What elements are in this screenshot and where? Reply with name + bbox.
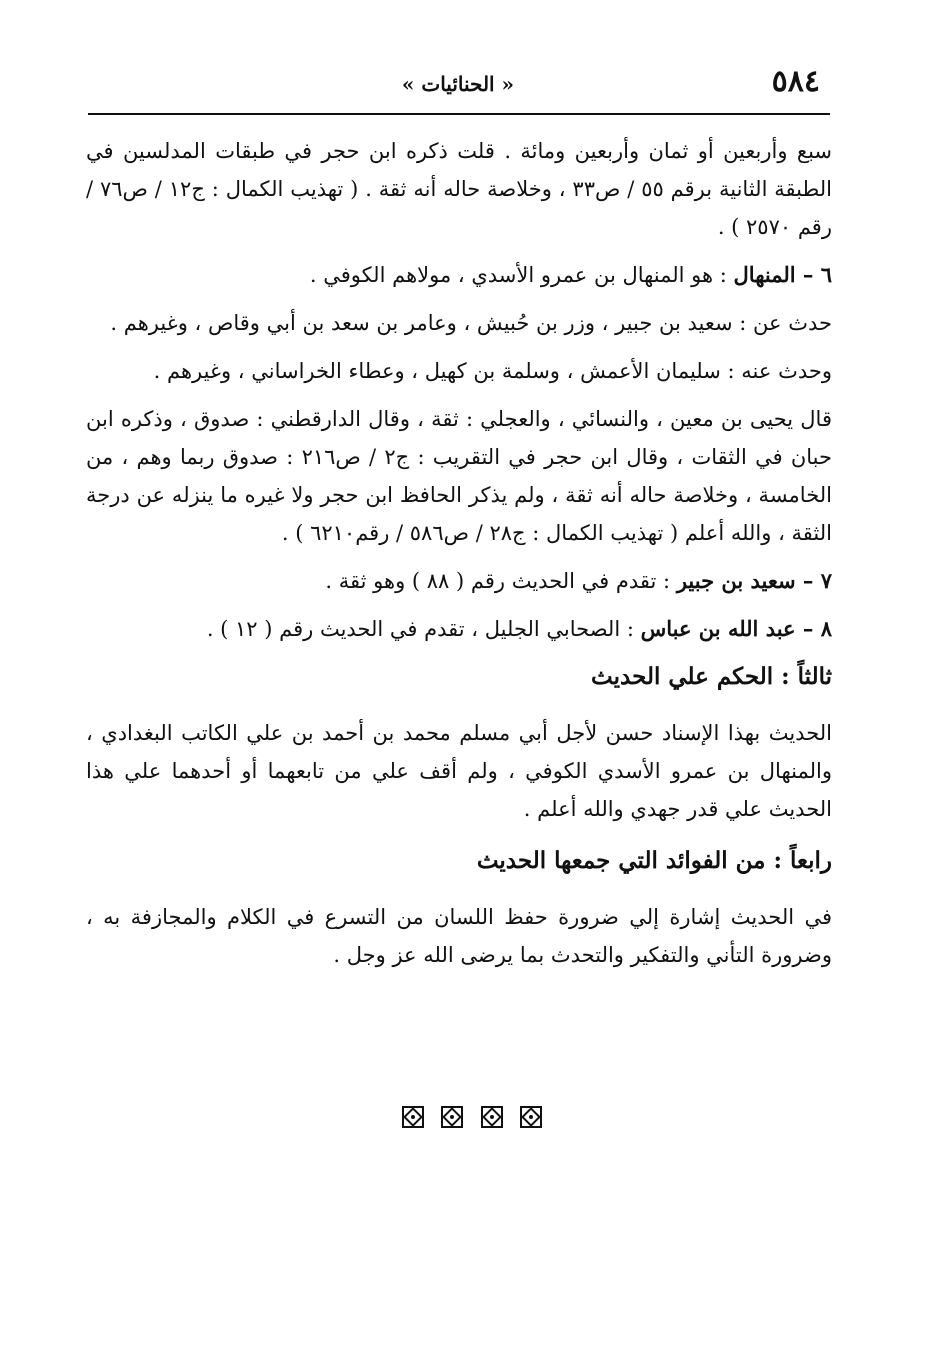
ornament-knot-icon <box>520 1106 542 1128</box>
page-number: ٥٨٤ <box>771 64 820 99</box>
ruling-paragraph: الحديث بهذا الإسناد حسن لأجل أبي مسلم محمد بن أحمد بن علي الكاتب البغدادي ، والمنهال بن عمرو الأسدي الكوفي ، ولم أقف علي من تابعهما أو أحدهما علي هذا الحديث علي قدر جهدي والله أعلم . <box>86 721 832 821</box>
narrator-text: : هو المنهال بن عمرو الأسدي ، مولاهم الكوفي . <box>309 263 734 287</box>
page-header <box>88 62 828 102</box>
body-text <box>86 132 832 988</box>
section-heading-ruling: ثالثاً : الحكم علي الحديث <box>591 663 832 690</box>
benefits-paragraph: في الحديث إشارة إلي ضرورة حفظ اللسان من التسرع في الكلام والمجازفة به ، وضرورة التأني والتفكير والتحدث بما يرضى الله عز وجل . <box>86 905 832 967</box>
narrated-by: وحدث عنه : سليمان الأعمش ، وسلمة بن كهيل ، وعطاء الخراساني ، وغيرهم . <box>153 359 832 383</box>
narrator-entry-7 <box>86 562 832 600</box>
narrator-label: ٦ – المنهال <box>733 262 832 287</box>
ornament-knot-icon <box>481 1106 503 1128</box>
section-heading-benefits: رابعاً : من الفوائد التي جمعها الحديث <box>476 847 832 874</box>
narrator-text: : الصحابي الجليل ، تقدم في الحديث رقم ( ١٢ ) . <box>206 617 641 641</box>
header-rule <box>88 113 830 115</box>
section-end-ornaments <box>0 1106 944 1132</box>
narrator-text: : تقدم في الحديث رقم ( ٨٨ ) وهو ثقة . <box>325 569 677 593</box>
narrator-entry-8 <box>86 610 832 648</box>
narrator-label: ٨ – عبد الله بن عباس <box>640 616 832 641</box>
running-title: « الحنائيات » <box>401 72 515 96</box>
narrator-label: ٧ – سعيد بن جبير <box>676 568 832 593</box>
narrator-assessment: قال يحيى بن معين ، والنسائي ، والعجلي : ثقة ، وقال الدارقطني : صدوق ، وذكره ابن حبان في الثقات ، وقال ابن حجر في التقريب : ج٢ / ص٢١٦ : صدوق ربما وهم ، من الخامسة ، وخلاصة حاله أنه ثقة ، ولم يذكر الحافظ ابن حجر ولا غيره ما ينزله عن درجة الثقة ، والله أعلم ( تهذيب الكمال : ج٢٨ / ص٥٨٦ / رقم٦٢١٠ ) . <box>86 407 832 545</box>
ornament-knot-icon <box>441 1106 463 1128</box>
paragraph-continuation: سبع وأربعين أو ثمان وأربعين ومائة . قلت ذكره ابن حجر في طبقات المدلسين في الطبقة الثانية برقم ٥٥ / ص٣٣ ، وخلاصة حاله أنه ثقة . ( تهذيب الكمال : ج١٢ / ص٧٦ / رقم ٢٥٧٠ ) . <box>86 139 832 239</box>
narrator-entry-6 <box>86 256 832 294</box>
ornament-knot-icon <box>402 1106 424 1128</box>
narrated-from: حدث عن : سعيد بن جبير ، وزر بن حُبيش ، وعامر بن سعد بن أبي وقاص ، وغيرهم . <box>110 311 832 335</box>
